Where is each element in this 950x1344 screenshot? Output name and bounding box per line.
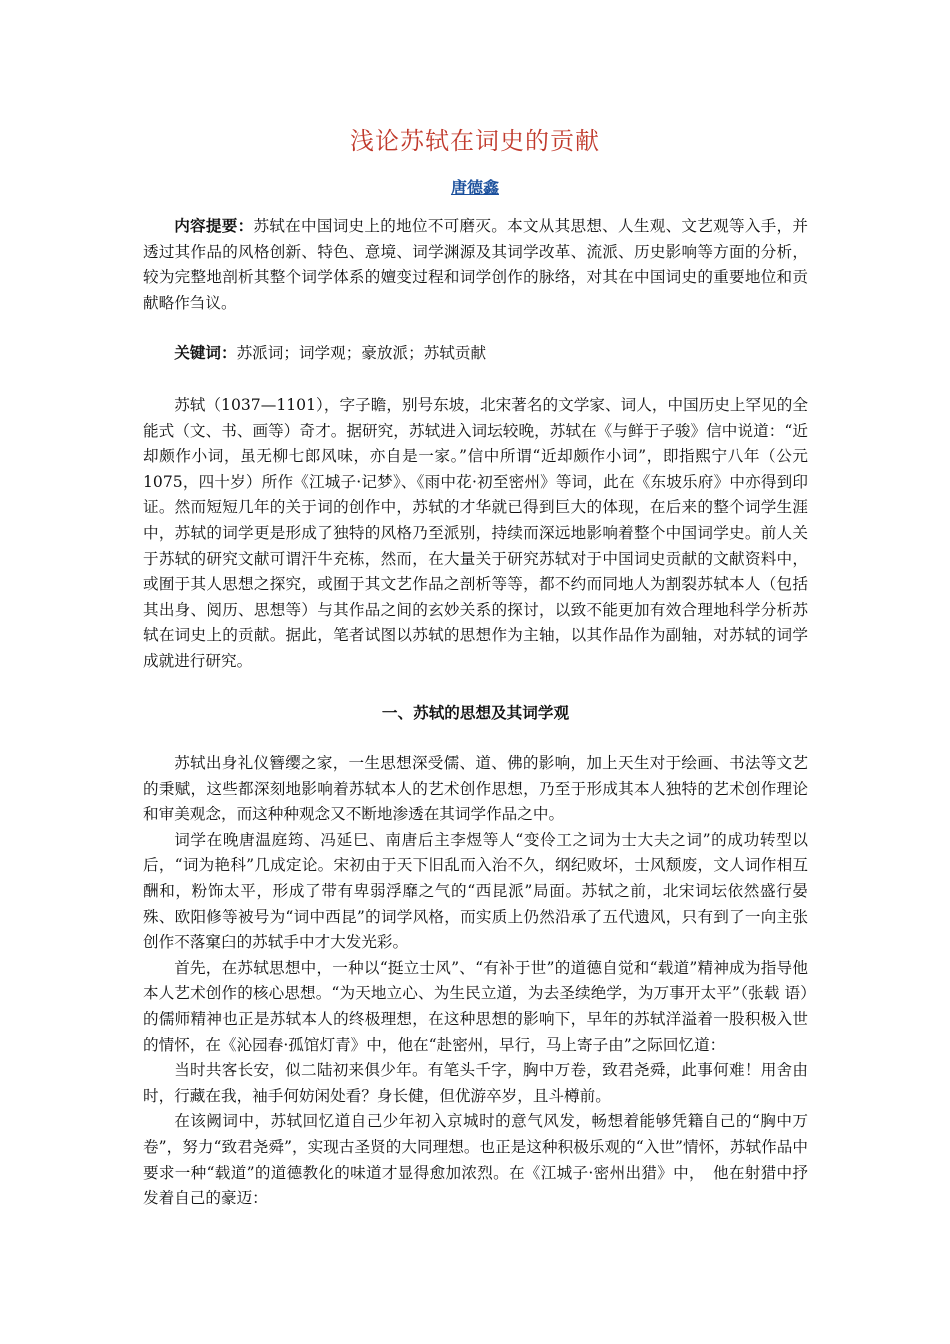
abstract-text: 苏轼在中国词史上的地位不可磨灭。本文从其思想、人生观、文艺观等入手，并透过其作品的风格创新、特色、意境、词学渊源及其词学改革、流派、历史影响等方面的分析，较为完整地剖析其整个词学体系的嬗变过程和词学创作的脉络，对其在中国词史的重要地位和贡献略作刍议。	[143, 217, 808, 312]
abstract-paragraph	[143, 214, 808, 316]
author-link[interactable]: 唐德鑫	[450, 178, 499, 197]
keywords-label: 关键词：	[174, 344, 237, 363]
article-title: 浅论苏轼在词史的贡献	[350, 127, 600, 155]
article-body	[143, 214, 808, 1212]
abstract-label: 内容提要：	[174, 217, 254, 235]
intro-paragraph: 苏轼（1037—1101），字子瞻，别号东坡，北宋著名的文学家、词人，中国历史上罕见的全能式（文、书、画等）奇才。据研究，苏轼进入词坛较晚，苏轼在《与鲜于子骏》信中说道：“近却颇作小词，虽无柳七郎风味，亦自是一家。”信中所谓“近却颇作小词”，即指熙宁八年（公元1075，四十岁）所作《江城子·记梦》、《雨中花·初至密州》等词，此在《东坡乐府》中亦得到印证。然而短短几年的关于词的创作中，苏轼的才华就已得到巨大的体现，在后来的整个词学生涯中，苏轼的词学更是形成了独特的风格乃至派别，持续而深远地影响着整个中国词学史。前人关于苏轼的研究文献可谓汗牛充栋，然而，在大量关于研究苏轼对于中国词史贡献的文献资料中，或囿于其人思想之探究，或囿于其文艺作品之剖析等等，都不约而同地人为割裂苏轼本人（包括其出身、阅历、思想等）与其作品之间的玄妙关系的探讨，以致不能更加有效合理地科学分析苏轼在词史上的贡献。据此，笔者试图以苏轼的思想作为主轴，以其作品作为副轴，对苏轼的词学成就进行研究。	[143, 395, 808, 670]
quoted-poem: 当时共客长安，似二陆初来俱少年。有笔头千字，胸中万卷，致君尧舜，此事何难！用舍由时，行藏在我，袖手何妨闲处看？身长健，但优游卒岁，且斗樽前。	[143, 1061, 808, 1105]
keywords-paragraph	[143, 341, 808, 367]
keywords-text: 苏派词；词学观；豪放派；苏轼贡献	[236, 344, 487, 363]
section-paragraph: 词学在晚唐温庭筠、冯延巳、南唐后主李煜等人“变伶工之词为士大夫之词”的成功转型以后，“词为艳科”几成定论。宋初由于天下旧乱而入治不久，纲纪败坏，士风颓废，文人词作相互酬和，粉饰太平，形成了带有卑弱浮靡之气的“西昆派”局面。苏轼之前，北宋词坛依然盛行晏殊、欧阳修等被号为“词中西昆”的词学风格，而实质上仍然沿承了五代遗风，只有到了一向主张创作不落窠臼的苏轼手中才大发光彩。	[143, 830, 808, 952]
section-paragraph: 首先，在苏轼思想中，一种以“挺立士风”、“有补于世”的道德自觉和“载道”精神成为指导他本人艺术创作的核心思想。“为天地立心、为生民立道，为去圣续绝学，为万事开太平”（张载 语）的儒师精神也正是苏轼本人的终极理想，在这种思想的影响下，早年的苏轼洋溢着一股积极入世的情怀，在《沁园春·孤馆灯青》中，他在“赴密州，早行，马上寄子由”之际回忆道：	[143, 958, 808, 1054]
section-heading: 一、苏轼的思想及其词学观	[381, 703, 570, 722]
section-paragraph: 在该阙词中，苏轼回忆道自己少年初入京城时的意气风发，畅想着能够凭籍自己的“胸中万卷”，努力“致君尧舜”，实现古圣贤的大同理想。也正是这种积极乐观的“入世”情怀，苏轼作品中要求一种“载道”的道德教化的味道才显得愈加浓烈。在《江城子·密州出猎》中， 他在射猎中抒发着自己的豪迈：	[143, 1112, 808, 1208]
section-paragraph: 苏轼出身礼仪簪缨之家，一生思想深受儒、道、佛的影响，加上天生对于绘画、书法等文艺的秉赋，这些都深刻地影响着苏轼本人的艺术创作思想，乃至于形成其本人独特的艺术创作理论和审美观念，而这种种观念又不断地渗透在其词学作品之中。	[143, 754, 808, 824]
